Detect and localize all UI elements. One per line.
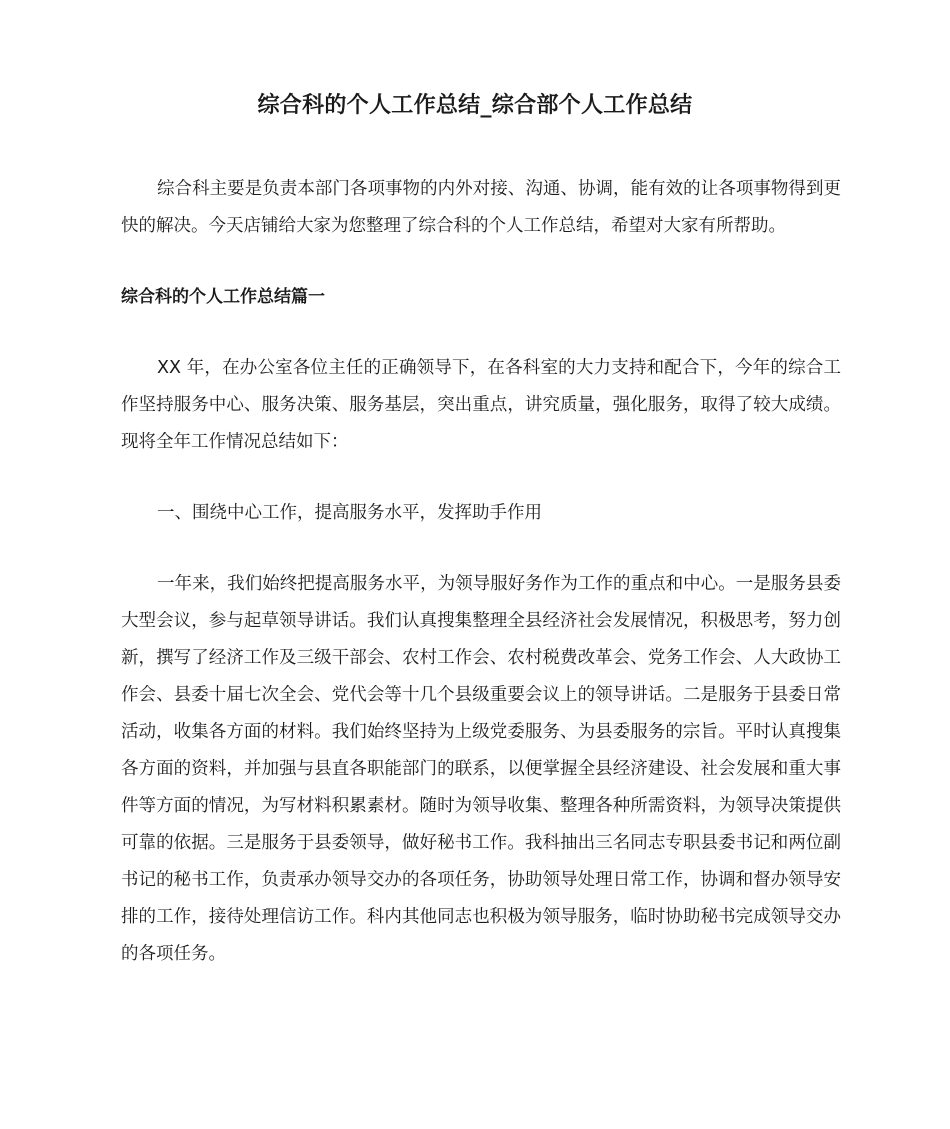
section-paragraph-2: 一年来，我们始终把提高服务水平，为领导服好务作为工作的重点和中心。一是服务县委大型会议，参与起草领导讲话。我们认真搜集整理全县经济社会发展情况，积极思考，努力创新，撰写了经济工作及三级干部会、农村工作会、农村税费改革会、党务工作会、人大政协工作会、县委十届七次全会、党代会等十几个县级重要会议上的领导讲话。二是服务于县委日常活动，收集各方面的材料。我们始终坚持为上级党委服务、为县委服务的宗旨。平时认真搜集各方面的资料，并加强与县直各职能部门的联系，以便掌握全县经济建设、社会发展和重大事件等方面的情况，为写材料积累素材。随时为领导收集、整理各种所需资料，为领导决策提供可靠的依据。三是服务于县委领导，做好秘书工作。我科抽出三名同志专职县委书记和两位副书记的秘书工作，负责承办领导交办的各项任务，协助领导处理日常工作，协调和督办领导安排的工作，接待处理信访工作。科内其他同志也积极为领导服务，临时协助秘书完成领导交办的各项任务。: [121, 574, 841, 964]
intro-paragraph: 综合科主要是负责本部门各项事物的内外对接、沟通、协调，能有效的让各项事物得到更快的解决。今天店铺给大家为您整理了综合科的个人工作总结，希望对大家有所帮助。: [121, 179, 841, 236]
section-paragraph-1: XX 年，在办公室各位主任的正确领导下，在各科室的大力支持和配合下，今年的综合工作坚持服务中心、服务决策、服务基层，突出重点，讲究质量，强化服务，取得了较大成绩。现将全年工作情况总结如下：: [121, 358, 841, 452]
document-title: 综合科的个人工作总结_综合部个人工作总结: [257, 93, 693, 118]
section-heading: 综合科的个人工作总结篇一: [121, 287, 325, 307]
section-subheading-1: 一、围绕中心工作，提高服务水平，发挥助手作用: [157, 503, 542, 523]
